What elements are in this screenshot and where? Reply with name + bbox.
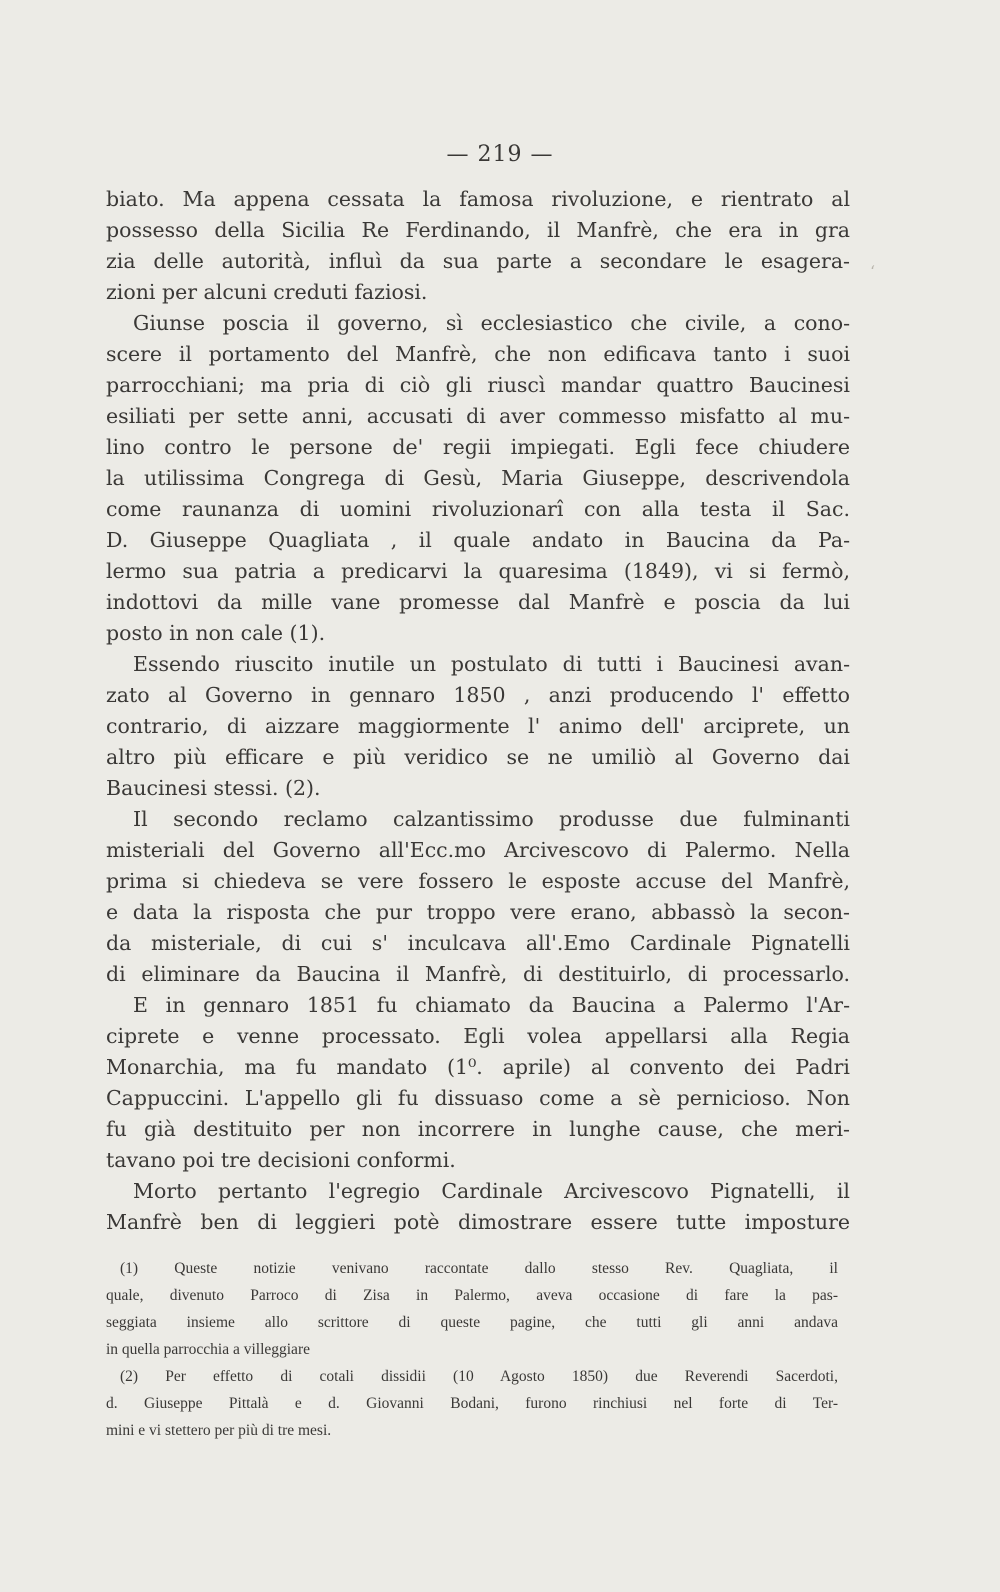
text-line: ciprete e venne processato. Egli volea appellarsi alla Regia xyxy=(106,1024,850,1048)
footnote-line: (1) Queste notizie venivano raccontate dallo stesso Rev. Quagliata, il xyxy=(120,1260,838,1277)
text-line: Morto pertanto l'egregio Cardinale Arcivescovo Pignatelli, il xyxy=(133,1179,850,1203)
text-line: biato. Ma appena cessata la famosa rivoluzione, e rientrato al xyxy=(106,187,850,211)
text-line: Monarchia, ma fu mandato (1⁰. aprile) al convento dei Padri xyxy=(106,1055,850,1079)
text-line: zioni per alcuni creduti faziosi. xyxy=(106,280,428,304)
text-line: Baucinesi stessi. (2). xyxy=(106,776,321,800)
text-line: di eliminare da Baucina il Manfrè, di destituirlo, di processarlo. xyxy=(106,962,850,986)
text-line: misteriali del Governo all'Ecc.mo Arcivescovo di Palermo. Nella xyxy=(106,838,850,862)
text-line: Giunse poscia il governo, sì ecclesiastico che civile, a cono- xyxy=(133,311,850,335)
text-line: come raunanza di uomini rivoluzionarî con alla testa il Sac. xyxy=(106,497,850,521)
text-line: posto in non cale (1). xyxy=(106,621,326,645)
text-line: prima si chiedeva se vere fossero le esposte accuse del Manfrè, xyxy=(106,869,850,893)
text-line: E in gennaro 1851 fu chiamato da Baucina a Palermo l'Ar- xyxy=(133,993,850,1017)
text-line: lino contro le persone de' regii impiegati. Egli fece chiudere xyxy=(106,435,850,459)
text-line: possesso della Sicilia Re Ferdinando, il Manfrè, che era in gra xyxy=(106,218,850,242)
text-line: esiliati per sette anni, accusati di aver commesso misfatto al mu- xyxy=(106,404,850,428)
text-line: indottovi da mille vane promesse dal Manfrè e poscia da lui xyxy=(106,590,850,614)
text-line: scere il portamento del Manfrè, che non edificava tanto i suoi xyxy=(106,342,850,366)
footnote-line: seggiata insieme allo scrittore di queste pagine, che tutti gli anni andava xyxy=(106,1314,838,1331)
text-line: Cappuccini. L'appello gli fu dissuaso come a sè pernicioso. Non xyxy=(106,1086,850,1110)
text-line: altro più efficare e più veridico se ne umiliò al Governo dai xyxy=(106,745,850,769)
text-line: contrario, di aizzare maggiormente l' animo dell' arciprete, un xyxy=(106,714,850,738)
text-line: tavano poi tre decisioni conformi. xyxy=(106,1148,456,1172)
text-line: da misteriale, di cui s' inculcava all'.Emo Cardinale Pignatelli xyxy=(106,931,850,955)
text-line: parrocchiani; ma pria di ciò gli riuscì mandar quattro Baucinesi xyxy=(106,373,850,397)
text-line: Essendo riuscito inutile un postulato di tutti i Baucinesi avan- xyxy=(133,652,850,676)
footnote-line: (2) Per effetto di cotali dissidii (10 Agosto 1850) due Reverendi Sacerdoti, xyxy=(120,1368,838,1385)
footnote-line: mini e vi stettero per più di tre mesi. xyxy=(106,1422,332,1439)
text-line: Il secondo reclamo calzantissimo produsse due fulminanti xyxy=(133,807,850,831)
text-line: D. Giuseppe Quagliata , il quale andato in Baucina da Pa- xyxy=(106,528,850,552)
footnote-line: in quella parrocchia a villeggiare xyxy=(106,1341,310,1358)
page-number: — 219 — xyxy=(446,142,554,167)
text-line: la utilissima Congrega di Gesù, Maria Giuseppe, descrivendola xyxy=(106,466,850,490)
text-line: zato al Governo in gennaro 1850 , anzi producendo l' effetto xyxy=(106,683,850,707)
text-line: fu già destituito per non incorrere in lunghe cause, che meri- xyxy=(106,1117,850,1141)
text-line: zia delle autorità, influì da sua parte a secondare le esagera- xyxy=(106,249,850,273)
footnote-line: quale, divenuto Parroco di Zisa in Palermo, aveva occasione di fare la pas- xyxy=(106,1287,838,1304)
footnote-line: d. Giuseppe Pittalà e d. Giovanni Bodani, furono rinchiusi nel forte di Ter- xyxy=(106,1395,838,1412)
margin-mark: ʻ xyxy=(870,262,876,281)
text-line: Manfrè ben di leggieri potè dimostrare essere tutte imposture xyxy=(106,1210,850,1234)
text-line: lermo sua patria a predicarvi la quaresima (1849), vi si fermò, xyxy=(106,559,850,583)
text-line: e data la risposta che pur troppo vere erano, abbassò la secon- xyxy=(106,900,850,924)
